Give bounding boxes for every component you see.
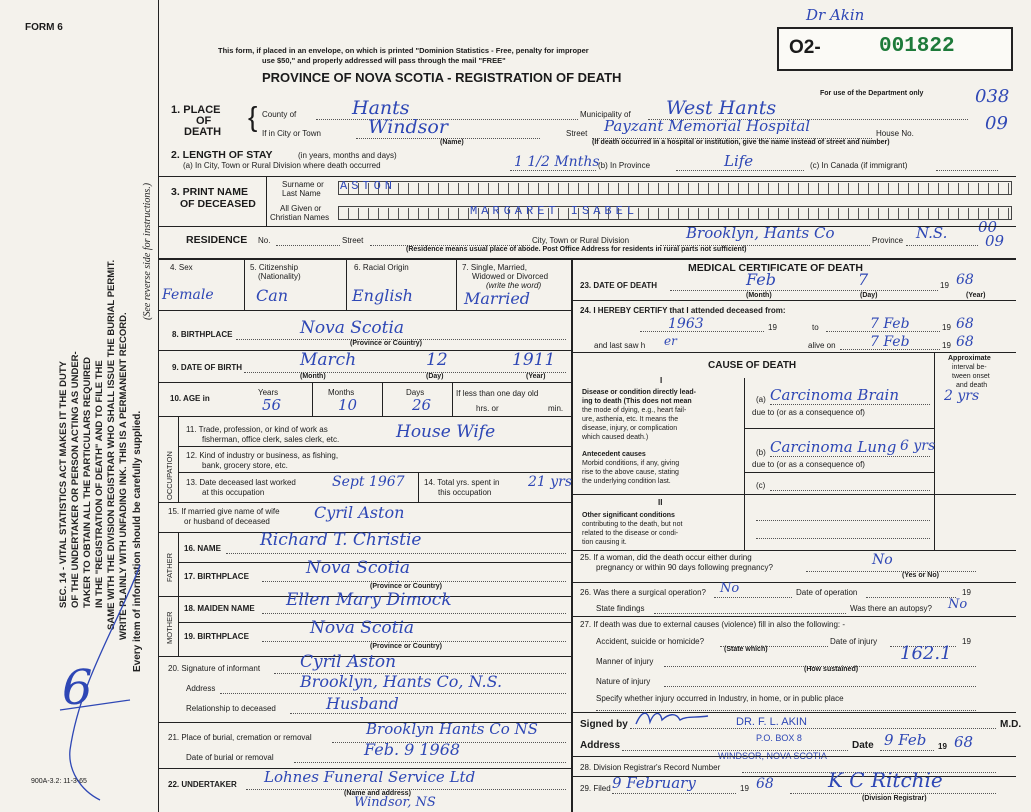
injury-19: 19: [962, 637, 971, 646]
age-days-label: Days: [406, 388, 425, 397]
q11-label-2: fisherman, office clerk, sales clerk, etc.: [202, 435, 340, 444]
manner-code: 162.1: [900, 643, 952, 664]
residence-division-value: Brooklyn, Hants Co: [686, 224, 835, 242]
filed-value: 9 February: [612, 774, 696, 792]
to-19: 19: [768, 323, 777, 332]
death-year: 68: [956, 272, 974, 288]
cause-c-label: (c): [756, 481, 766, 490]
death-day: 7: [858, 270, 869, 289]
side-note-3: TAKER TO OBTAIN ALL THE PARTICULARS REQUIRED: [82, 356, 93, 608]
form-left-border: [158, 0, 159, 812]
form-number: FORM 6: [25, 22, 63, 33]
direct-1: Disease or condition directly lead-: [582, 389, 696, 396]
interval-1: Approximate: [948, 355, 991, 362]
divider-cause-b: [744, 428, 934, 429]
stay-c-label: (c) In Canada (if immigrant): [810, 161, 908, 170]
residence-division-label: City, Town or Rural Division: [532, 236, 630, 245]
name-label-2: OF DECEASED: [180, 198, 256, 210]
cause-b-label: (b): [756, 448, 766, 457]
surname-label-2: Last Name: [282, 189, 321, 198]
state-which-cap: (State which): [724, 646, 768, 653]
stay-a-value: 1 1/2 Mnths: [514, 154, 600, 170]
name-label-1: 3. PRINT NAME: [171, 186, 249, 198]
divider-24: [571, 300, 1016, 301]
direct-4: ure, asthenia, etc. It means the: [582, 416, 679, 423]
father-bp-label: 17. BIRTHPLACE: [184, 572, 249, 581]
interval-4: and death: [956, 382, 988, 389]
divider-part-ii: [571, 494, 1016, 495]
sex-label: 4. Sex: [170, 263, 193, 272]
other-3: related to the disease or condi-: [582, 530, 679, 537]
divider-26: [571, 582, 1016, 583]
age-months-label: Months: [328, 388, 355, 397]
interval-3: tween onset: [952, 373, 990, 380]
municipality-value: West Hants: [666, 97, 777, 119]
death-day-cap: (Day): [860, 292, 878, 299]
father-name: Richard T. Christie: [260, 530, 422, 550]
injury-date-label: Date of injury: [830, 637, 878, 646]
stay-c-line: [936, 170, 998, 171]
age-years-label: Years: [258, 388, 279, 397]
last-saw-who: er: [664, 334, 677, 348]
informant-sig-label: 20. Signature of informant: [168, 664, 261, 673]
from-year: 1963: [668, 316, 704, 332]
divider-13: [178, 472, 571, 473]
divider-residence: [158, 258, 1016, 260]
mother-bp-label: 19. BIRTHPLACE: [184, 632, 249, 641]
house-label: House No.: [876, 129, 914, 138]
registrar-signature: K C Ritchie: [828, 768, 943, 792]
residence-province-line: [906, 245, 978, 246]
undertaker-label: 22. UNDERTAKER: [168, 780, 237, 789]
dob-year: 1911: [512, 350, 556, 370]
other-2: contributing to the death, but not: [582, 521, 683, 528]
divider-name-bottom: [158, 226, 1016, 227]
name-caption: (Name): [440, 139, 464, 146]
father-name-line: [226, 553, 566, 554]
occupation-divider: [178, 416, 179, 502]
q13-value: Sept 1967: [332, 474, 405, 490]
under-day-2: hrs. or: [476, 404, 499, 413]
q24-label: 24. I HEREBY CERTIFY that I attended deceased from:: [580, 306, 786, 315]
place-brace: {: [248, 101, 258, 132]
cause-a-interval: 2 yrs: [944, 388, 980, 404]
divider-9: [158, 350, 571, 351]
age-div-1: [312, 382, 313, 416]
nature-line: [664, 686, 976, 687]
mother-bp-line: [262, 641, 566, 642]
father-name-label: 16. NAME: [184, 544, 221, 553]
divider-25: [571, 550, 1016, 551]
divider-cause-c: [744, 472, 934, 473]
informant-rel-label: Relationship to deceased: [186, 704, 276, 713]
doctor-name: DR. F. L. AKIN: [736, 716, 807, 728]
direct-2: ing to death (This does not mean: [582, 398, 692, 405]
q25-label-2: pregnancy or within 90 days following pregnancy?: [596, 563, 773, 572]
marital-value: Married: [464, 289, 531, 308]
how-sustained-cap: (How sustained): [804, 666, 859, 673]
antecedent-1: Antecedent causes: [582, 451, 646, 458]
autopsy-label: Was there an autopsy?: [850, 604, 932, 613]
undertaker-value-2: Windsor, NS: [354, 795, 436, 810]
nature-label: Nature of injury: [596, 677, 651, 686]
burial-date: Feb. 9 1968: [364, 740, 461, 759]
informant-addr: Brooklyn, Hants Co, N.S.: [300, 672, 503, 691]
city-value: Windsor: [368, 116, 448, 138]
op-19: 19: [962, 588, 971, 597]
given-label-2: Christian Names: [270, 213, 330, 222]
q13-label-1: 13. Date deceased last worked: [186, 478, 296, 487]
mother-vert: MOTHER: [165, 611, 174, 644]
street-value: Payzant Memorial Hospital: [604, 117, 811, 135]
last-saw-label: and last saw h: [594, 341, 646, 350]
sign-year: 68: [954, 733, 974, 751]
side-note-6: WRITE PLAINLY WITH UNFADING INK. THIS IS A PERMANENT RECORD.: [118, 312, 129, 640]
to-date: 7 Feb: [870, 316, 910, 332]
residence-note: (Residence means usual place of abode. Post Office Address for residents in rural parts not sufficient): [406, 246, 747, 253]
registration-number-box: [777, 27, 1013, 71]
hospital-caption: (If death occurred in a hospital or institution, give the name instead of street and number): [592, 139, 890, 146]
residence-province-label: Province: [872, 236, 904, 245]
md-label: M.D.: [1000, 719, 1022, 730]
q14-label-2: this occupation: [438, 488, 492, 497]
margin-mark: 6: [62, 660, 93, 716]
dob-label: 9. DATE OF BIRTH: [172, 363, 243, 372]
registration-number: 001822: [879, 35, 955, 58]
q11-value: House Wife: [396, 422, 496, 442]
undertaker-value: Lohnes Funeral Service Ltd: [264, 768, 476, 786]
manner-label: Manner of injury: [596, 657, 654, 666]
antecedent-2: Morbid conditions, if any, giving: [582, 460, 680, 467]
age-div-2: [382, 382, 383, 416]
sign-year-19: 19: [938, 742, 947, 751]
div-6-7: [456, 258, 457, 310]
dept-code-3: 00: [978, 218, 998, 236]
divider-name-top: [158, 176, 1016, 177]
stay-b-value: Life: [724, 152, 754, 170]
surname-value: ASTON: [340, 179, 397, 193]
place-of-label: OF: [196, 115, 212, 127]
dob-day: 12: [426, 350, 448, 370]
q23-label: 23. DATE OF DEATH: [580, 281, 658, 290]
interval-2: interval be-: [952, 364, 987, 371]
county-label: County of: [262, 110, 297, 119]
undertaker-caption: (Name and address): [344, 790, 411, 797]
birthplace-value: Nova Scotia: [300, 318, 405, 338]
given-grid: [338, 206, 1012, 220]
q28-label: 28. Division Registrar's Record Number: [580, 763, 721, 772]
address-label: Address: [580, 740, 621, 751]
burial-date-label: Date of burial or removal: [186, 753, 274, 762]
cause-a-label: (a): [756, 395, 766, 404]
divider-27: [571, 616, 1016, 617]
cause-b-line: [770, 456, 930, 457]
direct-3: the mode of dying, e.g., heart fail-: [582, 407, 687, 414]
age-days: 26: [412, 396, 432, 414]
due-to-1: due to (or as a consequence of): [752, 408, 865, 417]
q14-label-1: 14. Total yrs. spent in: [424, 478, 500, 487]
citizenship-value: Can: [256, 286, 289, 305]
city-label: If in City or Town: [262, 129, 321, 138]
q12-label-2: bank, grocery store, etc.: [202, 461, 288, 470]
father-bp-caption: (Province or Country): [370, 583, 442, 590]
cause-a-line: [770, 404, 930, 405]
alive-label: alive on: [808, 341, 836, 350]
q25-value: No: [872, 552, 893, 568]
q14-divider: [418, 472, 419, 502]
envelope-note-2: use $50," and properly addressed will pass through the mail "FREE": [262, 56, 506, 65]
direct-5: disease, injury, or complication: [582, 425, 678, 432]
to-label: to: [812, 323, 819, 332]
sign-date: 9 Feb: [884, 731, 927, 749]
envelope-note-1: This form, if placed in an envelope, on which is printed "Dominion Statistics - Free, penalty for improper: [218, 46, 589, 55]
death-month: Feb: [746, 270, 776, 289]
dob-month: March: [300, 350, 357, 370]
citizenship-label: 5. Citizenship: [250, 263, 299, 272]
findings-label: State findings: [596, 604, 645, 613]
divider-medical: [571, 258, 573, 812]
father-bp: Nova Scotia: [306, 558, 411, 578]
form-code: 900A-3.2: 11-3-65: [31, 778, 87, 785]
county-value: Hants: [352, 97, 410, 119]
q25-label-1: 25. If a woman, did the death occur either during: [580, 553, 752, 562]
sign-date-line: [880, 750, 934, 751]
informant-rel-line: [290, 713, 566, 714]
side-note-2: OF THE UNDERTAKER OR PERSON ACTING AS UNDER-: [70, 351, 81, 608]
to-year-19: 19: [942, 323, 951, 332]
side-note-5: SAME WITH THE DIVISION REGISTRAR WHO SHALL ISSUE THE BURIAL PERMIT.: [106, 259, 117, 630]
residence-no-line: [276, 245, 340, 246]
racial-label: 6. Racial Origin: [354, 263, 409, 272]
doctor-signature: [632, 706, 712, 732]
registration-prefix: O2-: [789, 37, 821, 58]
side-note-4: IN THE "REGISTRATION OF DEATH" AND TO FILE THE: [94, 360, 105, 608]
spouse-label-1: 15. If married give name of wife: [168, 507, 280, 516]
registrar-line: [790, 793, 996, 794]
alive-year-19: 19: [942, 341, 951, 350]
medical-header: MEDICAL CERTIFICATE OF DEATH: [688, 262, 863, 274]
direct-6: which caused death.): [582, 434, 649, 441]
filed-year: 68: [756, 776, 774, 792]
dept-use-label: For use of the Department only: [820, 90, 924, 97]
divider-10: [158, 382, 571, 383]
stay-b-line: [676, 170, 804, 171]
stay-sub: (in years, months and days): [298, 151, 397, 160]
registrar-caption: (Division Registrar): [862, 795, 927, 802]
marital-label-2: Widowed or Divorced: [472, 272, 549, 281]
name-label-divider: [266, 176, 267, 226]
q14-value: 21 yrs: [528, 474, 573, 490]
q26-label: 26. Was there a surgical operation?: [580, 588, 706, 597]
spouse-value: Cyril Aston: [314, 503, 405, 522]
op-date-line: [866, 597, 956, 598]
other-4: tion causing it.: [582, 539, 627, 546]
father-divider: [178, 532, 179, 596]
dob-month-cap: (Month): [300, 373, 326, 380]
q29-label: 29. Filed: [580, 784, 611, 793]
q26-line: [714, 597, 792, 598]
given-label-1: All Given or: [280, 204, 322, 213]
mother-maiden-line: [262, 613, 566, 614]
death-year-cap: (Year): [966, 292, 986, 299]
form-title: PROVINCE OF NOVA SCOTIA - REGISTRATION OF DEATH: [262, 70, 622, 85]
citizenship-sub: (Nationality): [258, 272, 301, 281]
side-note-1: SEC. 14 - VITAL STATISTICS ACT MAKES IT THE DUTY: [58, 360, 69, 608]
mother-bp-caption: (Province or Country): [370, 643, 442, 650]
burial-place-label: 21. Place of burial, cremation or removal: [168, 733, 312, 742]
burial-date-line: [294, 762, 566, 763]
div-5-6: [346, 258, 347, 310]
age-months: 10: [338, 396, 358, 414]
findings-line: [654, 613, 846, 614]
place-label: 1. PLACE: [171, 104, 221, 116]
spouse-label-2: or husband of deceased: [184, 517, 270, 526]
q11-label-1: 11. Trade, profession, or kind of work as: [186, 425, 328, 434]
cause-a-value: Carcinoma Brain: [770, 386, 900, 404]
mother-maiden: Ellen Mary Dimock: [286, 590, 452, 610]
burial-place: Brooklyn Hants Co NS: [366, 720, 538, 738]
to-year: 68: [956, 316, 974, 332]
other-line-1: [756, 520, 930, 521]
cause-label-divider: [744, 378, 745, 550]
marital-label-1: 7. Single, Married,: [462, 263, 527, 272]
q27-label: 27. If death was due to external causes (violence) fill in also the following: -: [580, 620, 846, 629]
signed-label: Signed by: [580, 719, 628, 730]
cause-b-interval: 6 yrs: [900, 438, 936, 454]
sex-value: Female: [162, 287, 214, 303]
filed-line: [612, 793, 736, 794]
divider-28: [571, 756, 1016, 757]
other-1: Other significant conditions: [582, 512, 675, 519]
death-month-cap: (Month): [746, 292, 772, 299]
dob-day-cap: (Day): [426, 373, 444, 380]
death-year-pre: 19: [940, 281, 949, 290]
age-div-3: [452, 382, 453, 416]
cause-b-value: Carcinoma Lung: [770, 438, 897, 456]
municipality-label: Municipality of: [580, 110, 631, 119]
birthplace-label: 8. BIRTHPLACE: [172, 330, 233, 339]
due-to-2: due to (or as a consequence of): [752, 460, 865, 469]
q12-label-1: 12. Kind of industry or business, as fishing,: [186, 451, 339, 460]
age-label: 10. AGE in: [170, 394, 210, 403]
dob-line: [244, 372, 566, 373]
doctor-town: WINDSOR, NOVA SCOTIA: [718, 751, 827, 761]
doctor-po-box: P.O. BOX 8: [756, 733, 802, 743]
q23-line: [670, 290, 938, 291]
residence-province-value: N.S.: [916, 224, 948, 242]
informant-addr-label: Address: [186, 684, 216, 693]
side-note-7: Every item of information should be carefully supplied.: [132, 410, 143, 672]
informant-sig: Cyril Aston: [300, 652, 397, 672]
dept-code-1: 038: [975, 86, 1010, 107]
alive-date: 7 Feb: [870, 334, 910, 350]
q13-label-2: at this occupation: [202, 488, 265, 497]
racial-value: English: [352, 286, 413, 305]
divider-11: [158, 416, 571, 417]
q26-value: No: [720, 581, 740, 596]
part-ii: II: [658, 498, 663, 507]
part-i: I: [660, 376, 663, 385]
dept-code-4: 09: [985, 232, 1005, 250]
top-handwritten-note: Dr Akin: [806, 6, 865, 24]
mother-maiden-label: 18. MAIDEN NAME: [184, 604, 255, 613]
stay-b-label: (b) In Province: [598, 161, 651, 170]
given-value: MARGARET ISABEL: [470, 204, 639, 218]
birthplace-caption: (Province or Country): [350, 340, 422, 347]
margin-scribble: [40, 560, 150, 810]
mother-divider: [178, 596, 179, 656]
dob-year-cap: (Year): [526, 373, 546, 380]
filed-19: 19: [740, 784, 749, 793]
cause-header: CAUSE OF DEATH: [708, 360, 797, 371]
alive-year: 68: [956, 334, 974, 350]
date-label: Date: [852, 740, 874, 751]
side-note-8: (See reverse side for instructions.): [142, 182, 153, 320]
dept-code-2: 09: [985, 113, 1008, 134]
age-years: 56: [262, 396, 282, 414]
antecedent-3: rise to the above cause, stating: [582, 469, 679, 476]
residence-no-label: No.: [258, 236, 271, 245]
specify-label: Specify whether injury occurred in Industry, in home, or in public place: [596, 694, 844, 703]
occupation-vert: OCCUPATION: [165, 451, 174, 500]
accident-label: Accident, suicide or homicide?: [596, 637, 705, 646]
stay-a-line: [510, 170, 596, 171]
residence-label: RESIDENCE: [186, 234, 248, 246]
surname-label-1: Surname or: [282, 180, 324, 189]
street-label: Street: [566, 129, 588, 138]
autopsy-value: No: [948, 597, 968, 612]
marital-label-3: (write the word): [486, 281, 542, 290]
q25-line: [806, 571, 976, 572]
residence-street-label: Street: [342, 236, 364, 245]
div-4-5: [244, 258, 245, 310]
surname-grid: [338, 181, 1012, 195]
informant-rel: Husband: [326, 694, 399, 713]
under-day-3: min.: [548, 404, 564, 413]
other-line-2: [756, 538, 930, 539]
stay-a-label: (a) In City, Town or Rural Division where death occurred: [183, 161, 381, 170]
father-bp-line: [262, 581, 566, 582]
divider-cause: [571, 352, 1016, 353]
father-vert: FATHER: [165, 552, 174, 582]
yes-no-cap: (Yes or No): [902, 572, 939, 579]
divider-8: [158, 310, 571, 311]
antecedent-4: the underlying condition last.: [582, 478, 671, 485]
stay-label: 2. LENGTH OF STAY: [171, 149, 273, 161]
cause-c-line: [770, 490, 930, 491]
divider-12: [178, 446, 571, 447]
under-day-1: If less than one day old: [456, 389, 539, 398]
op-date-label: Date of operation: [796, 588, 858, 597]
mother-bp: Nova Scotia: [310, 618, 415, 638]
place-death-label: DEATH: [184, 126, 222, 138]
